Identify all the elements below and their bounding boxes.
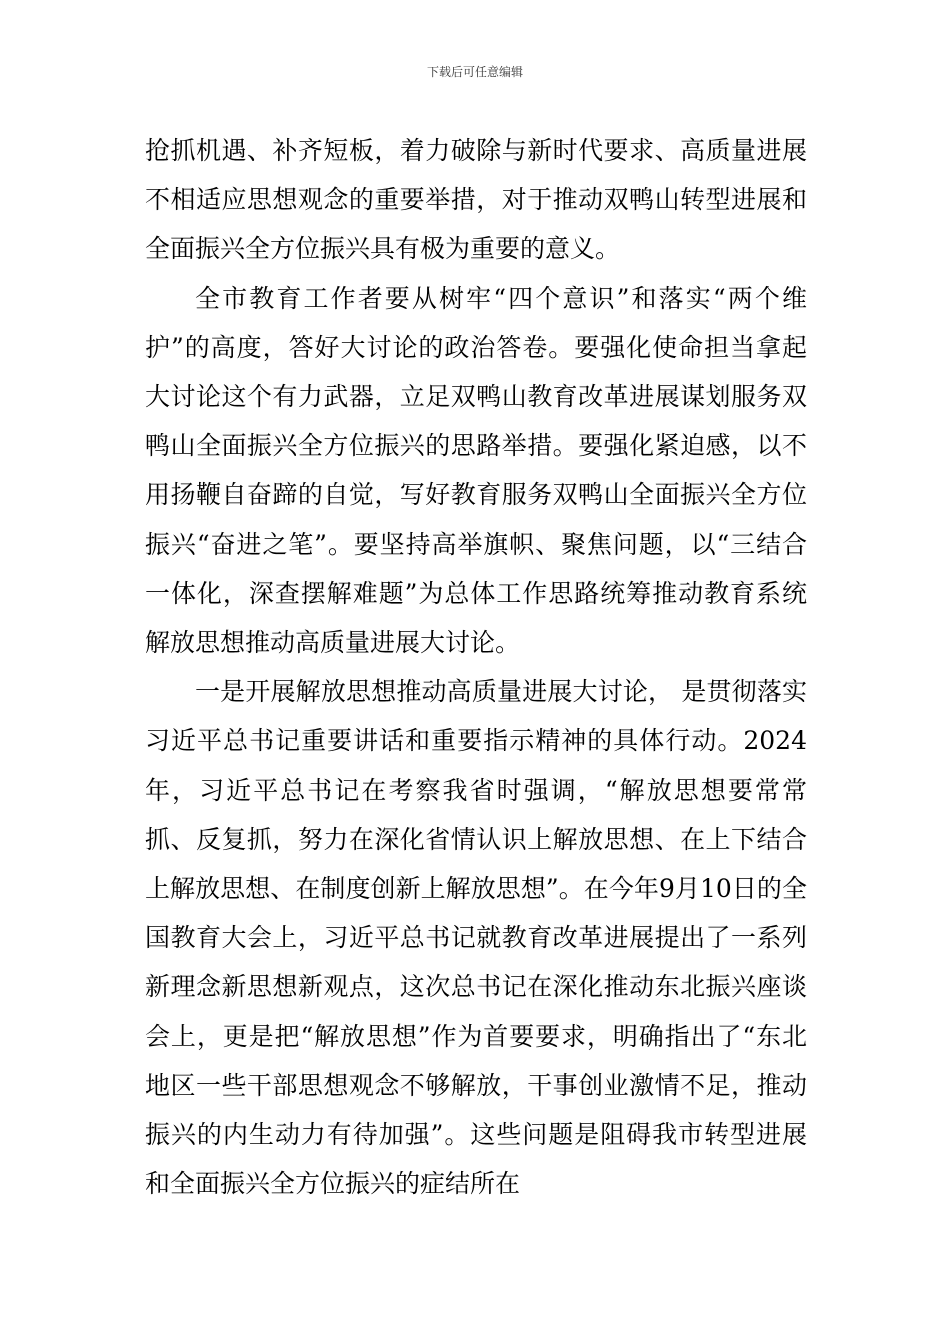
paragraph-1: 抢抓机遇、补齐短板，着力破除与新时代要求、高质量进展不相适应思想观念的重要举措，对于推动双鸭山转型进展和全面振兴全方位振兴具有极为重要的意义。 [145,136,807,264]
paragraph-2: 全市教育工作者要从树牢“四个意识”和落实“两个维护”的高度，答好大讨论的政治答卷。要强化使命担当拿起大讨论这个有力武器，立足双鸭山教育改革进展谋划服务双鸭山全面振兴全方位振兴的思路举措。要强化紧迫感，以不用扬鞭自奋蹄的自觉，写好教育服务双鸭山全面振兴全方位振兴“奋进之笔”。要坚持高举旗帜、聚焦问题，以“三结合一体化，深查摆解难题”为总体工作思路统筹推动教育系统解放思想推动高质量进展大讨论。 [145,283,807,658]
page-header: 下载后可任意编辑 [426,65,523,79]
document-body [145,126,807,1208]
paragraph-3: 一是开展解放思想推动高质量进展大讨论， 是贯彻落实习近平总书记重要讲话和重要指示精神的具体行动。2024年，习近平总书记在考察我省时强调，“解放思想要常常抓、反复抓，努力在深化省情认识上解放思想、在上下结合上解放思想、在制度创新上解放思想”。在今年9月10日的全国教育大会上，习近平总书记就教育改革进展提出了一系列新理念新思想新观点，这次总书记在深化推动东北振兴座谈会上，更是把“解放思想”作为首要要求，明确指出了“东北地区一些干部思想观念不够解放，干事创业激情不足，推动振兴的内生动力有待加强”。这些问题是阻碍我市转型进展和全面振兴全方位振兴的症结所在 [145,677,807,1199]
